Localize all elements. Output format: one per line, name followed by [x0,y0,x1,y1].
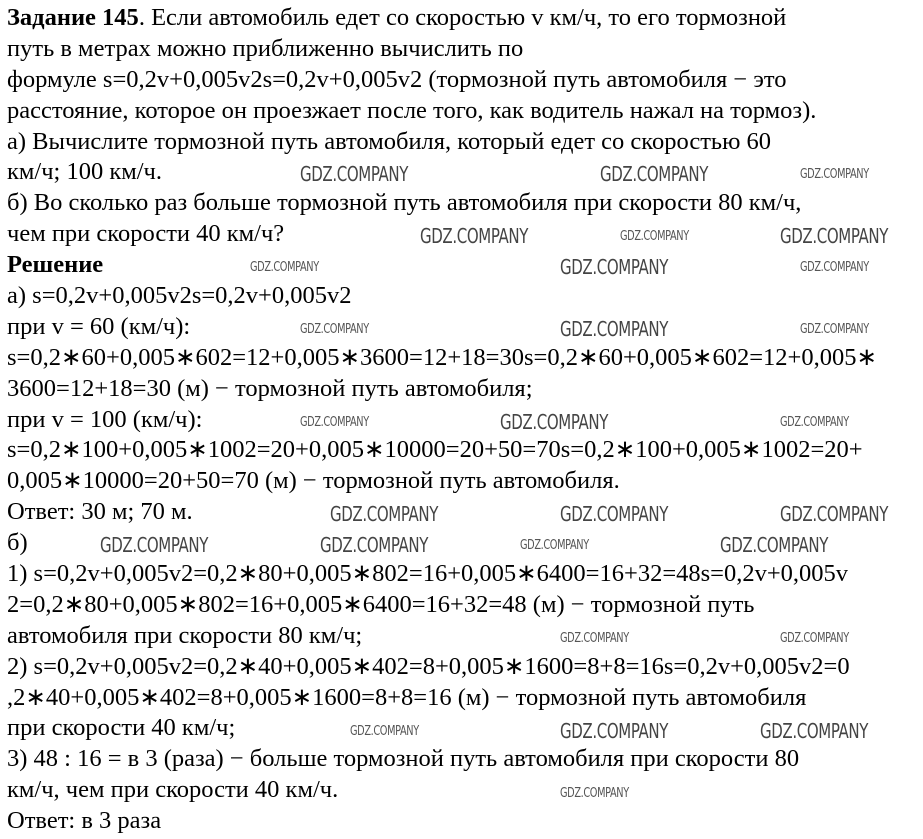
watermark: GDZ.COMPANY [780,224,889,248]
watermark: GDZ.COMPANY [620,229,689,244]
watermark: GDZ.COMPANY [250,260,319,275]
answer-line: Ответ: в 3 раза [7,807,162,835]
task-line: путь в метрах можно приближенно вычислить по [7,34,524,62]
watermark: GDZ.COMPANY [560,719,669,743]
task-document [7,3,877,837]
answer-line: Ответ: 30 м; 70 м. [7,498,193,526]
watermark: GDZ.COMPANY [800,260,869,275]
watermark: GDZ.COMPANY [300,322,369,337]
watermark: GDZ.COMPANY [560,317,669,341]
solution-heading [7,250,877,281]
watermark: GDZ.COMPANY [330,502,439,526]
solution-line: 2=0,2∗80+0,005∗802=16+0,005∗6400=16+32=48 (м) − тормозной путь [7,590,755,618]
watermark: GDZ.COMPANY [420,224,529,248]
solution-line: 3600=12+18=30 (м) − тормозной путь автомобиля; [7,374,533,402]
solution-line: s=0,2∗60+0,005∗602=12+0,005∗3600=12+18=30s=0,2∗60+0,005∗602=12+0,005∗ [7,343,877,371]
watermark: GDZ.COMPANY [520,538,589,553]
task-title: Задание 145 [7,4,139,31]
solution-line: а) s=0,2v+0,005v2s=0,2v+0,005v2 [7,282,352,310]
task-line: чем при скорости 40 км/ч? [7,220,285,248]
watermark: GDZ.COMPANY [560,502,669,526]
solution-line: при скорости 40 км/ч; [7,714,236,742]
watermark: GDZ.COMPANY [800,322,869,337]
watermark: GDZ.COMPANY [720,533,829,557]
task-line: б) Во сколько раз больше тормозной путь автомобиля при скорости 80 км/ч, [7,189,802,217]
watermark: GDZ.COMPANY [780,502,889,526]
watermark: GDZ.COMPANY [100,533,209,557]
solution-line: при v = 60 (км/ч): [7,312,191,340]
solution-line: 3) 48 : 16 = в 3 (раза) − больше тормозной путь автомобиля при скорости 80 [7,745,800,773]
watermark: GDZ.COMPANY [300,162,409,186]
task-line: км/ч; 100 км/ч. [7,158,163,186]
task-line: формуле s=0,2v+0,005v2s=0,2v+0,005v2 (тормозной путь автомобиля − это [7,65,787,93]
watermark: GDZ.COMPANY [780,415,849,430]
solution-heading-text: Решение [7,251,104,279]
watermark: GDZ.COMPANY [600,162,709,186]
watermark: GDZ.COMPANY [320,533,429,557]
task-line: расстояние, которое он проезжает после того, как водитель нажал на тормоз). [7,96,817,124]
solution-line: км/ч, чем при скорости 40 км/ч. [7,776,339,804]
watermark: GDZ.COMPANY [350,724,419,739]
solution-line: 2) s=0,2v+0,005v2=0,2∗40+0,005∗402=8+0,005∗1600=8+8=16s=0,2v+0,005v2=0 [7,652,850,680]
task-line: а) Вычислите тормозной путь автомобиля, который едет со скоростью 60 [7,127,772,155]
task-text: . Если автомобиль едет со скоростью v км/ч, то его тормозной [138,4,787,31]
solution-line: б) [7,529,28,557]
task-line [7,3,877,34]
watermark: GDZ.COMPANY [800,167,869,182]
watermark: GDZ.COMPANY [300,415,369,430]
solution-line: s=0,2∗100+0,005∗1002=20+0,005∗10000=20+50=70s=0,2∗100+0,005∗1002=20+ [7,436,863,464]
watermark: GDZ.COMPANY [560,255,669,279]
watermark: GDZ.COMPANY [780,631,849,646]
watermark: GDZ.COMPANY [760,719,869,743]
solution-line: 0,005∗10000=20+50=70 (м) − тормозной путь автомобиля. [7,467,620,495]
solution-line: ,2∗40+0,005∗402=8+0,005∗1600=8+8=16 (м) − тормозной путь автомобиля [7,683,807,711]
watermark: GDZ.COMPANY [500,410,609,434]
solution-line: при v = 100 (км/ч): [7,405,203,433]
solution-line: автомобиля при скорости 80 км/ч; [7,621,363,649]
watermark: GDZ.COMPANY [560,786,629,801]
watermark: GDZ.COMPANY [560,631,629,646]
solution-line: 1) s=0,2v+0,005v2=0,2∗80+0,005∗802=16+0,005∗6400=16+32=48s=0,2v+0,005v [7,560,849,588]
